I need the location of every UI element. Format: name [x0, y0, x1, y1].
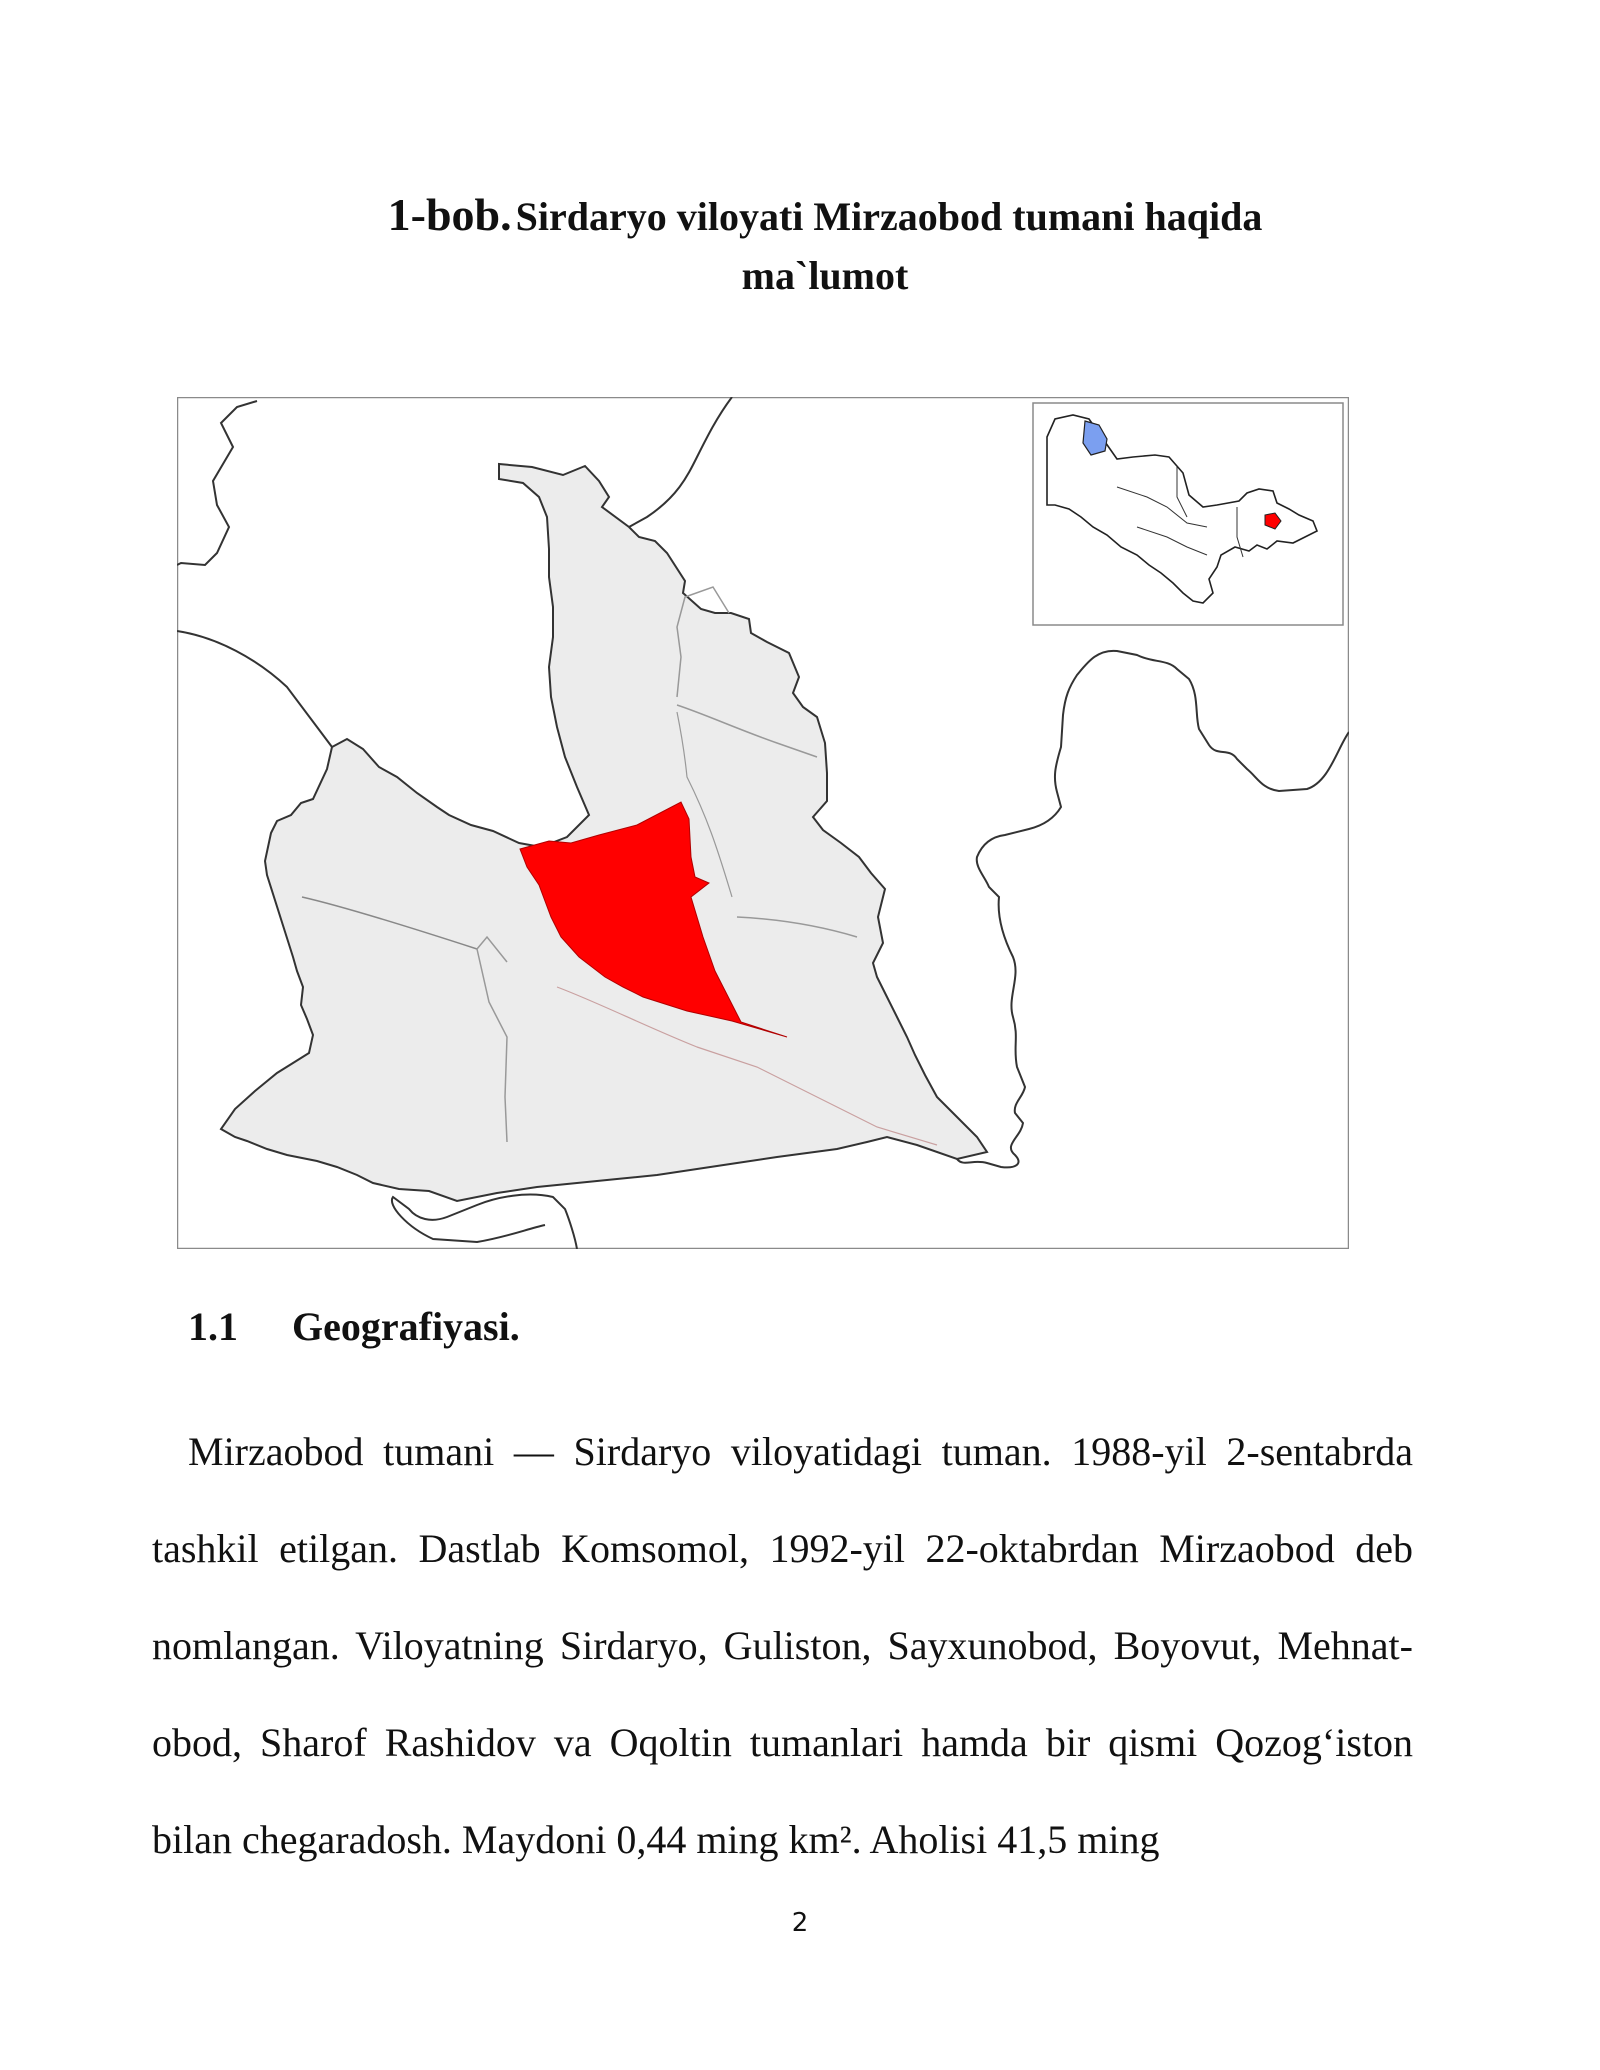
district-map-svg: [177, 397, 1349, 1249]
chapter-title: [300, 190, 1350, 310]
section-heading: [188, 1300, 520, 1354]
chapter-title-rest: Sirdaryo viloyati Mirzaobod tumani haqida ma`lumot: [515, 194, 1263, 298]
inset-overview-map: [1033, 403, 1343, 625]
chapter-title-lead: 1-bob.: [387, 189, 512, 240]
page-number: 2: [791, 1908, 809, 1938]
district-map: [177, 397, 1349, 1249]
section-title: Geografiyasi.: [292, 1304, 520, 1349]
body-paragraph: Mirzaobod tumani — Sirdaryo viloyatidagi tuman. 1988-yil 2-sentabrda tashkil etilgan. Dastlab Komsomol, 1992-yil 22-oktabrdan Mirzaobod deb nomlangan. Viloyatning Sirdaryo, Guliston, Sayxunobod, Boyovut, Mehnat-obod, Sharof Rashidov va Oqoltin tumanlari hamda bir qismi Qozog‘iston bilan chegaradosh. Maydoni 0,44 ming km². Aholisi 41,5 ming: [152, 1429, 1413, 1862]
section-number: 1.1: [188, 1304, 238, 1349]
